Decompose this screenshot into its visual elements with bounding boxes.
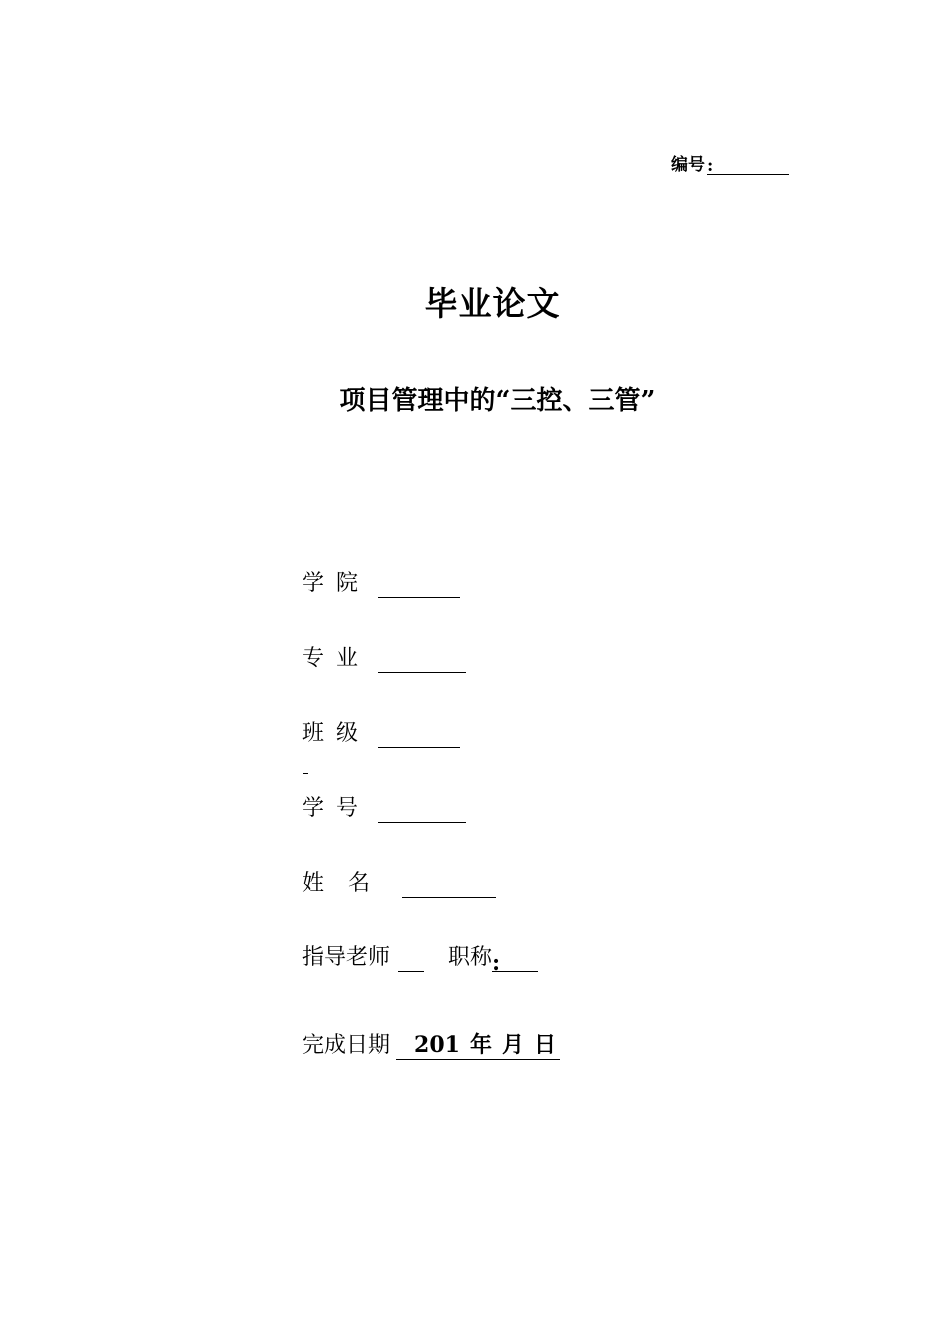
name-field [302,870,496,898]
advisor-blank[interactable] [398,949,424,972]
advisor-label: 指导老师 [302,945,391,970]
college-field [302,570,460,598]
date-label: 完成日期 [302,1033,391,1058]
serial-label: 编号 [671,155,705,175]
name-label: 姓名 [302,871,395,896]
student-id-label: 学号 [302,796,371,821]
major-blank[interactable] [378,650,466,673]
date-day-unit: 日 [533,1032,556,1058]
class-field [302,720,460,748]
class-blank[interactable] [378,725,460,748]
thesis-title: 项目管理中的“三控、三管” [339,386,656,416]
rank-colon: : [492,950,501,976]
date-year-unit: 年 [469,1032,492,1058]
major-field [302,645,466,673]
date-year: 201 [414,1032,460,1058]
serial-colon: : [707,156,714,176]
college-label: 学院 [302,571,371,596]
serial-blank[interactable] [707,156,789,175]
stray-mark [303,773,308,774]
name-blank[interactable] [402,875,496,898]
rank-label: 职称 [448,945,493,970]
student-id-field [302,795,466,823]
advisor-field [302,944,538,976]
major-label: 专业 [302,646,371,671]
rank-blank[interactable] [492,949,538,976]
college-blank[interactable] [378,575,460,598]
date-month-unit: 月 [501,1032,524,1058]
document-type-heading: 毕业论文 [424,284,561,323]
completion-date-field [302,1031,560,1060]
class-label: 班级 [302,721,371,746]
serial-number [671,150,789,175]
student-id-blank[interactable] [378,800,466,823]
date-value[interactable] [396,1031,560,1060]
